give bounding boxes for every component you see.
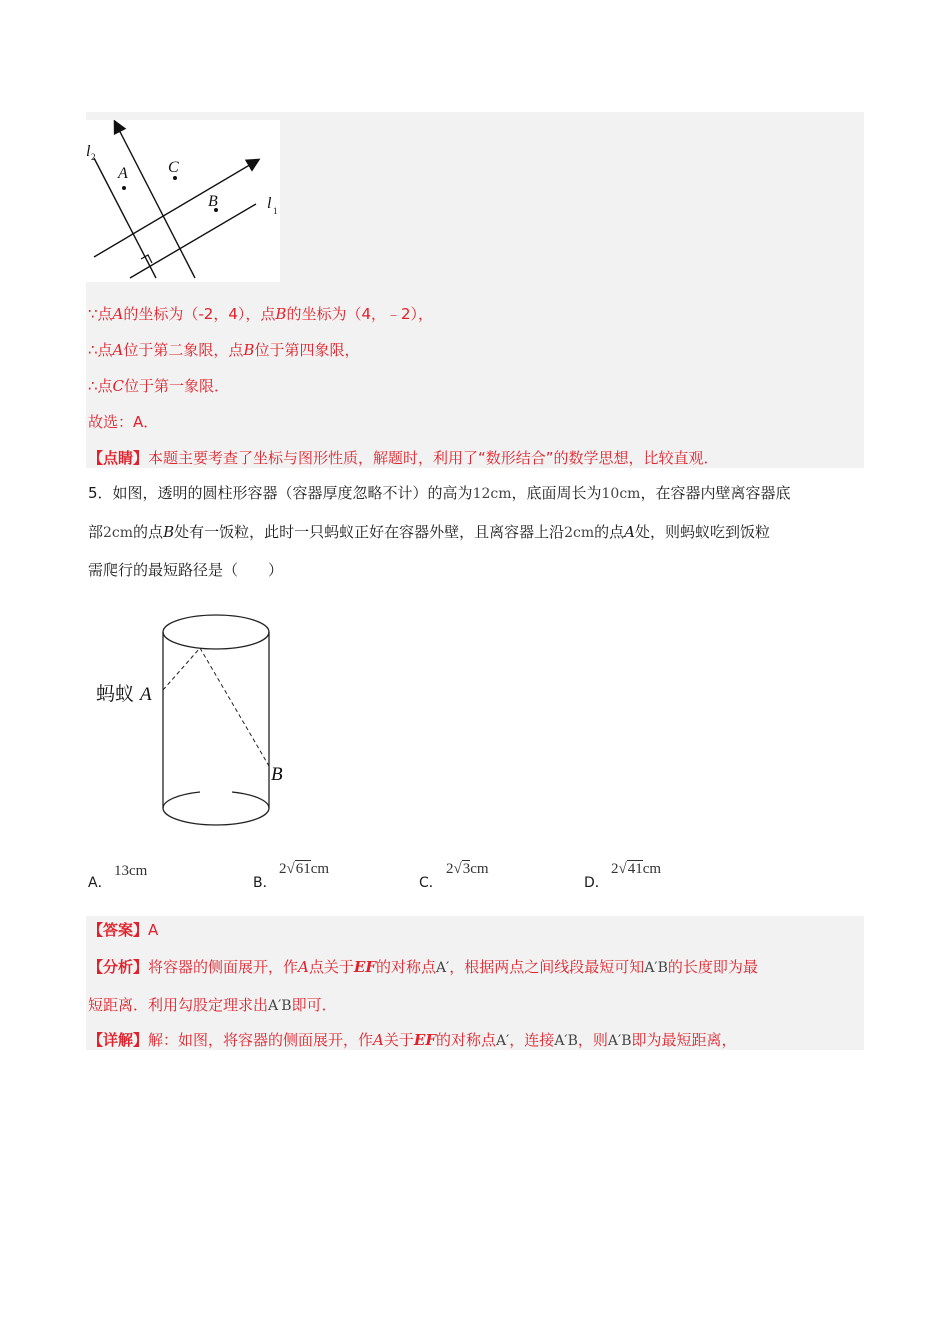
cylinder-bottom-back-right: [232, 792, 269, 808]
ant-label-a: A: [140, 684, 152, 705]
question-line-1: 5．如图，透明的圆柱形容器（容器厚度忽略不计）的高为12cm，底面周长为10cm，在容器内壁离容器底: [88, 484, 791, 502]
label-a: A: [118, 165, 128, 182]
option-b-value[interactable]: 2√61cm: [279, 861, 330, 877]
cylinder-figure: [90, 608, 300, 832]
label-b: B: [208, 193, 218, 210]
comment-line: 【点睛】本题主要考查了坐标与图形性质，解题时，利用了“数形结合”的数学思想，比较直观．: [88, 449, 719, 467]
label-l2: l: [86, 143, 91, 160]
analysis-line-2: 短距离．利用勾股定理求出A′B即可．: [88, 996, 337, 1014]
question-line-2: 部2cm的点B处有一饭粒，此时一只蚂蚁正好在容器外壁，且离容器上沿2cm的点A处，则蚂蚁吃到饭粒: [88, 523, 771, 541]
path-rim-to-b: [200, 648, 269, 766]
answer-line: 【答案】A: [88, 921, 159, 939]
cylinder-bottom-back-left: [163, 792, 200, 808]
coordinate-figure: [86, 120, 280, 282]
solution-line-1: ∵点A的坐标为（-2，4），点B的坐标为（4，﹣2），: [88, 305, 434, 323]
option-c-letter[interactable]: C．: [419, 875, 443, 891]
point-c: [173, 176, 177, 180]
label-b-cylinder: B: [271, 764, 283, 785]
label-c: C: [168, 159, 179, 176]
option-b-letter[interactable]: B．: [253, 875, 277, 891]
label-l2-sub: 2: [91, 152, 96, 162]
solution-line-4: 故选：A．: [88, 413, 159, 431]
ant-label: 蚂蚁: [96, 683, 135, 705]
question-line-3: 需爬行的最短路径是（ ）: [88, 561, 284, 579]
option-d-value[interactable]: 2√41cm: [611, 861, 662, 877]
option-d-letter[interactable]: D．: [584, 875, 609, 891]
point-a: [122, 186, 126, 190]
solution-line-3: ∴点C位于第一象限．: [88, 377, 230, 395]
cylinder-top: [163, 615, 269, 649]
option-c-value[interactable]: 2√3cm: [446, 861, 489, 877]
path-ant-to-rim: [163, 648, 200, 690]
option-a-value[interactable]: 13cm: [114, 863, 148, 879]
solution-line-2: ∴点A位于第二象限，点B位于第四象限，: [88, 341, 360, 359]
cylinder-bottom-front: [163, 808, 269, 825]
option-a-letter[interactable]: A．: [88, 875, 112, 891]
analysis-line-1: 【分析】将容器的侧面展开，作A点关于EF的对称点A′，根据两点之间线段最短可知A′B的长度即为最: [88, 958, 758, 976]
label-l1-sub: 1: [273, 206, 278, 216]
label-l1: l: [267, 195, 272, 212]
detail-line: 【详解】解：如图，将容器的侧面展开，作A关于EF的对称点A′，连接A′B，则A′B即为最短距离，: [88, 1031, 737, 1049]
